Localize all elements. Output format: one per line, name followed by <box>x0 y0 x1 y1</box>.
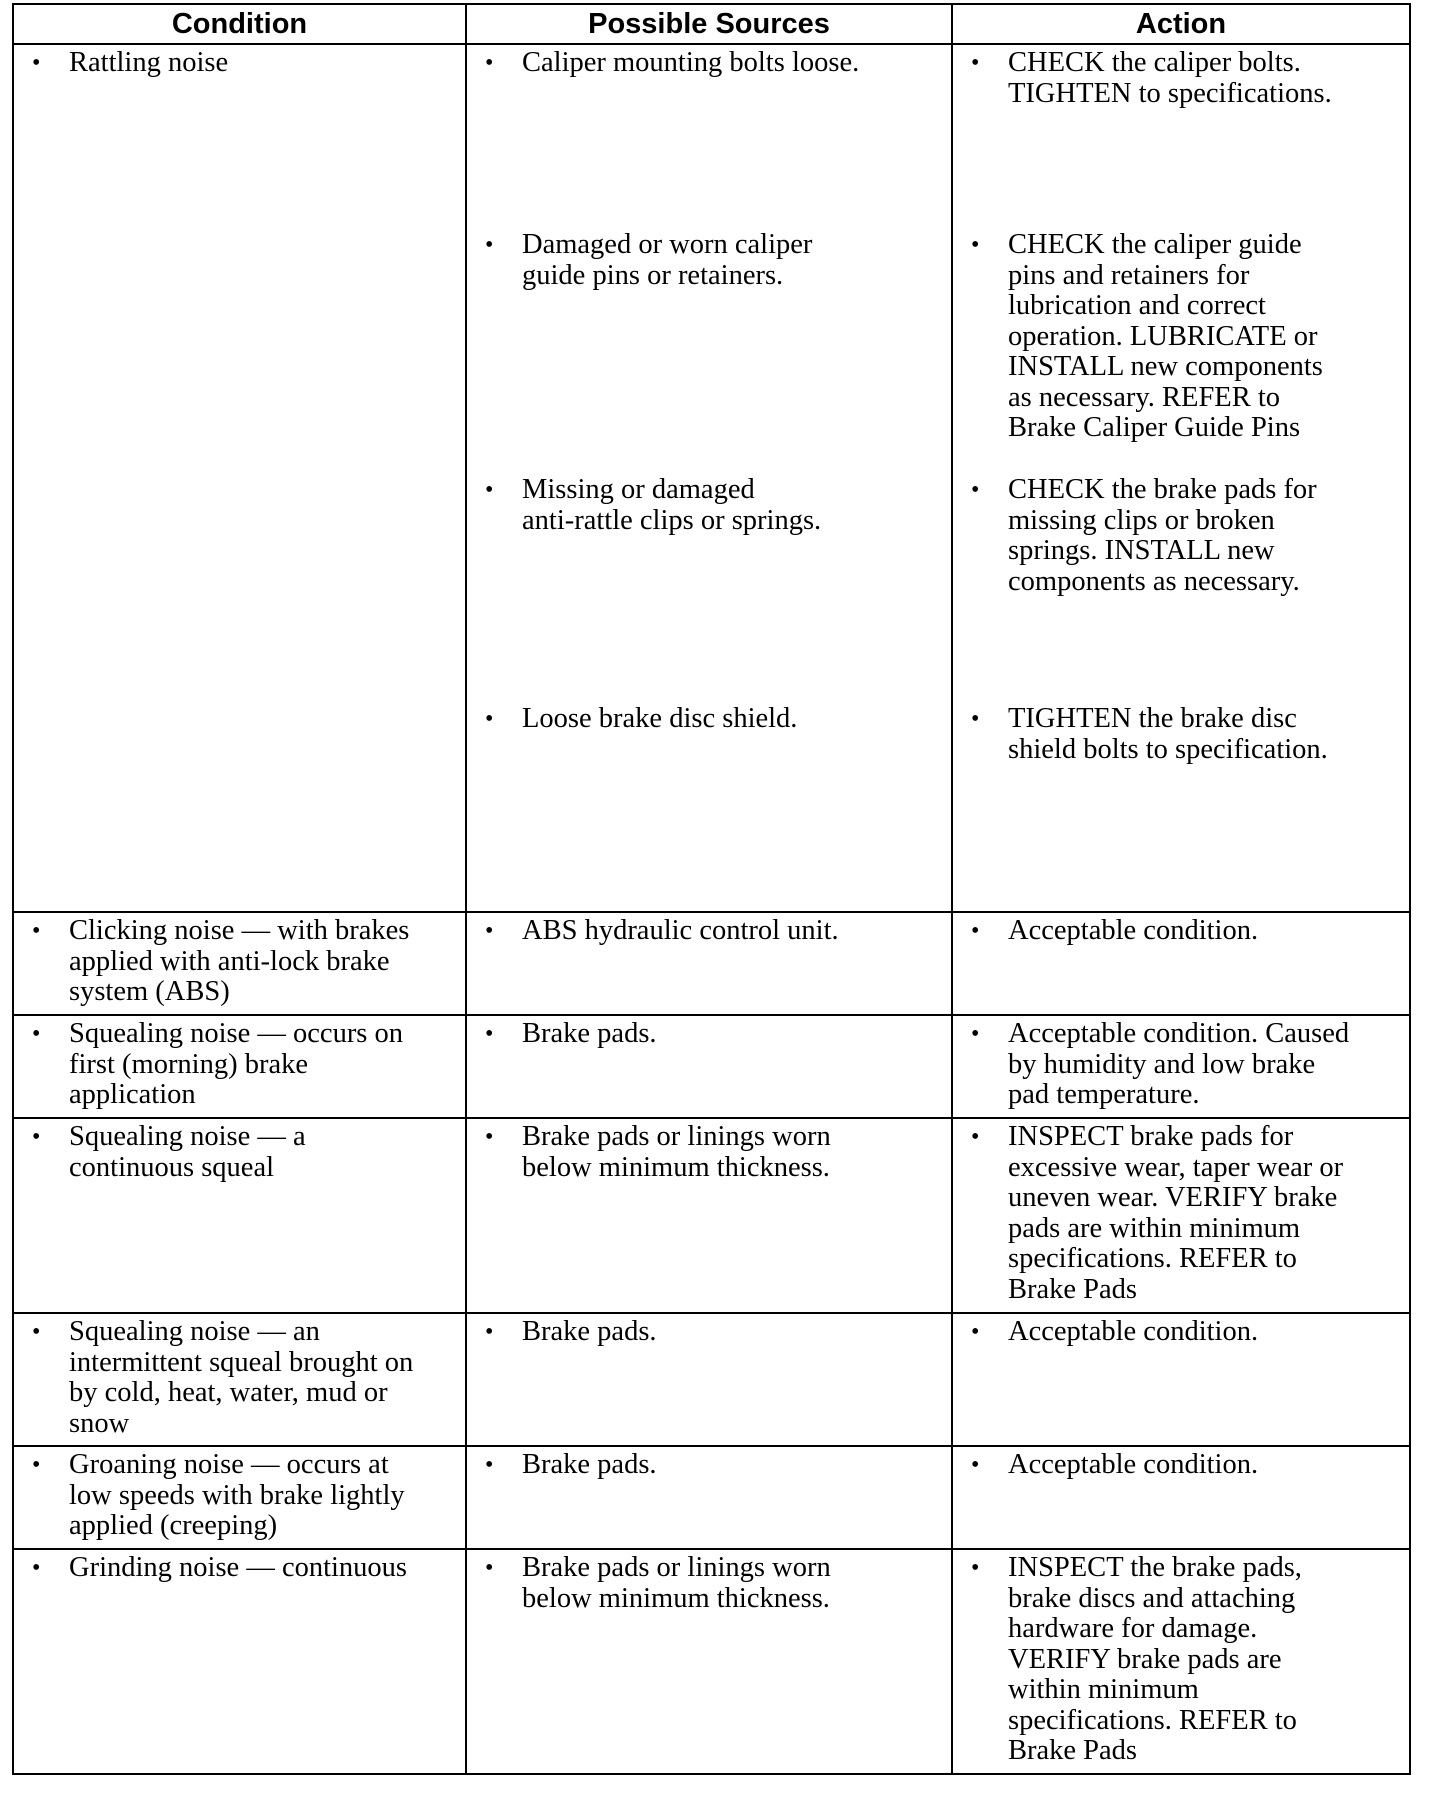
condition-cell <box>13 912 466 1015</box>
condition-text: Squealing noise — occurs on first (morning) brake application <box>69 1018 404 1110</box>
source-item <box>467 1450 945 1481</box>
table-row <box>13 1549 1410 1774</box>
action-cell <box>952 1015 1410 1118</box>
action-cell <box>952 1549 1410 1774</box>
bullet-icon: • <box>32 1124 41 1150</box>
condition-item <box>14 916 459 1008</box>
condition-text: Groaning noise — occurs at low speeds with brake lightly applied (creeping) <box>69 1449 405 1541</box>
table-row <box>13 1313 1410 1446</box>
condition-cell <box>13 44 466 912</box>
action-item <box>953 475 1403 704</box>
condition-text: Squealing noise — a continuous squeal <box>69 1121 306 1183</box>
action-text: Acceptable condition. <box>1008 915 1259 946</box>
action-item <box>953 1019 1403 1111</box>
source-text: Brake pads. <box>522 1449 657 1480</box>
action-text: TIGHTEN the brake disc shield bolts to specification. <box>1008 703 1328 765</box>
source-text: Brake pads. <box>522 1316 657 1347</box>
bullet-icon: • <box>485 1319 494 1345</box>
source-item <box>467 230 945 475</box>
action-text: INSPECT brake pads for excessive wear, taper wear or uneven wear. VERIFY brake pads are within minimum specifications. REFER to Brake Pads <box>1008 1121 1344 1305</box>
table-row <box>13 44 1410 912</box>
bullet-icon: • <box>485 1124 494 1150</box>
condition-item <box>14 1450 459 1542</box>
table-row <box>13 1118 1410 1313</box>
action-cell <box>952 44 1410 912</box>
source-text: Loose brake disc shield. <box>522 703 798 734</box>
bullet-icon: • <box>971 1319 980 1345</box>
sources-cell <box>466 44 952 912</box>
bullet-icon: • <box>485 706 494 732</box>
bullet-icon: • <box>971 1452 980 1478</box>
bullet-icon: • <box>971 706 980 732</box>
condition-text: Clicking noise — with brakes applied with anti-lock brake system (ABS) <box>69 915 410 1007</box>
condition-cell <box>13 1118 466 1313</box>
action-text: Acceptable condition. <box>1008 1316 1259 1347</box>
source-text: ABS hydraulic control unit. <box>522 915 839 946</box>
condition-item <box>14 48 459 79</box>
source-text: Brake pads. <box>522 1018 657 1049</box>
action-cell <box>952 1118 1410 1313</box>
source-item <box>467 1019 945 1050</box>
bullet-icon: • <box>32 918 41 944</box>
action-text: Acceptable condition. <box>1008 1449 1259 1480</box>
bullet-icon: • <box>485 50 494 76</box>
source-text: Caliper mounting bolts loose. <box>522 47 860 78</box>
action-item <box>953 1122 1403 1305</box>
action-item <box>953 1553 1403 1767</box>
bullet-icon: • <box>485 477 494 503</box>
bullet-icon: • <box>971 477 980 503</box>
action-text: Acceptable condition. Caused by humidity and low brake pad temperature. <box>1008 1018 1350 1110</box>
table-row <box>13 1015 1410 1118</box>
source-text: Brake pads or linings worn below minimum thickness. <box>522 1121 831 1183</box>
bullet-icon: • <box>485 1452 494 1478</box>
condition-cell <box>13 1015 466 1118</box>
sources-cell <box>466 912 952 1015</box>
condition-text: Grinding noise — continuous <box>69 1552 408 1583</box>
action-item <box>953 1317 1403 1348</box>
bullet-icon: • <box>32 1452 41 1478</box>
header-condition: Condition <box>13 4 466 44</box>
action-text: CHECK the caliper bolts. TIGHTEN to specifications. <box>1008 47 1332 109</box>
bullet-icon: • <box>971 1124 980 1150</box>
condition-cell <box>13 1313 466 1446</box>
action-item <box>953 230 1403 475</box>
source-item <box>467 1553 945 1614</box>
action-text: CHECK the caliper guide pins and retainers for lubrication and correct operation. LUBRICATE or INSTALL new components as necessary. REFER to Brake Caliper Guide Pins <box>1008 229 1323 443</box>
action-item <box>953 704 1403 765</box>
bullet-icon: • <box>485 232 494 258</box>
condition-text: Rattling noise <box>69 47 229 78</box>
bullet-icon: • <box>32 1021 41 1047</box>
header-possible-sources: Possible Sources <box>466 4 952 44</box>
action-item <box>953 1450 1403 1481</box>
sources-cell <box>466 1015 952 1118</box>
source-item <box>467 1122 945 1183</box>
bullet-icon: • <box>971 50 980 76</box>
bullet-icon: • <box>485 1555 494 1581</box>
condition-item <box>14 1553 459 1584</box>
table-row <box>13 1446 1410 1549</box>
condition-item <box>14 1019 459 1111</box>
action-cell <box>952 1446 1410 1549</box>
table-row <box>13 912 1410 1015</box>
bullet-icon: • <box>32 50 41 76</box>
header-row <box>13 4 1410 44</box>
source-item <box>467 1317 945 1348</box>
bullet-icon: • <box>971 918 980 944</box>
source-item <box>467 916 945 947</box>
bullet-icon: • <box>971 232 980 258</box>
source-text: Missing or damaged anti-rattle clips or springs. <box>522 474 822 536</box>
sources-cell <box>466 1446 952 1549</box>
source-text: Brake pads or linings worn below minimum thickness. <box>522 1552 831 1614</box>
action-cell <box>952 912 1410 1015</box>
bullet-icon: • <box>971 1021 980 1047</box>
condition-cell <box>13 1446 466 1549</box>
condition-cell <box>13 1549 466 1774</box>
sources-cell <box>466 1313 952 1446</box>
source-item <box>467 48 945 230</box>
source-item <box>467 475 945 704</box>
source-text: Damaged or worn caliper guide pins or retainers. <box>522 229 813 291</box>
source-item <box>467 704 945 735</box>
diagnosis-table <box>12 3 1411 1775</box>
condition-item <box>14 1317 459 1439</box>
condition-item <box>14 1122 459 1183</box>
bullet-icon: • <box>485 918 494 944</box>
condition-text: Squealing noise — an intermittent squeal brought on by cold, heat, water, mud or snow <box>69 1316 414 1439</box>
sources-cell <box>466 1118 952 1313</box>
header-action: Action <box>952 4 1410 44</box>
action-text: INSPECT the brake pads, brake discs and attaching hardware for damage. VERIFY brake pads are within minimum specifications. REFER to Brake Pads <box>1008 1552 1302 1766</box>
bullet-icon: • <box>485 1021 494 1047</box>
bullet-icon: • <box>32 1555 41 1581</box>
bullet-icon: • <box>971 1555 980 1581</box>
action-item <box>953 48 1403 230</box>
action-item <box>953 916 1403 947</box>
action-text: CHECK the brake pads for missing clips or broken springs. INSTALL new components as necessary. <box>1008 474 1317 597</box>
sources-cell <box>466 1549 952 1774</box>
action-cell <box>952 1313 1410 1446</box>
bullet-icon: • <box>32 1319 41 1345</box>
